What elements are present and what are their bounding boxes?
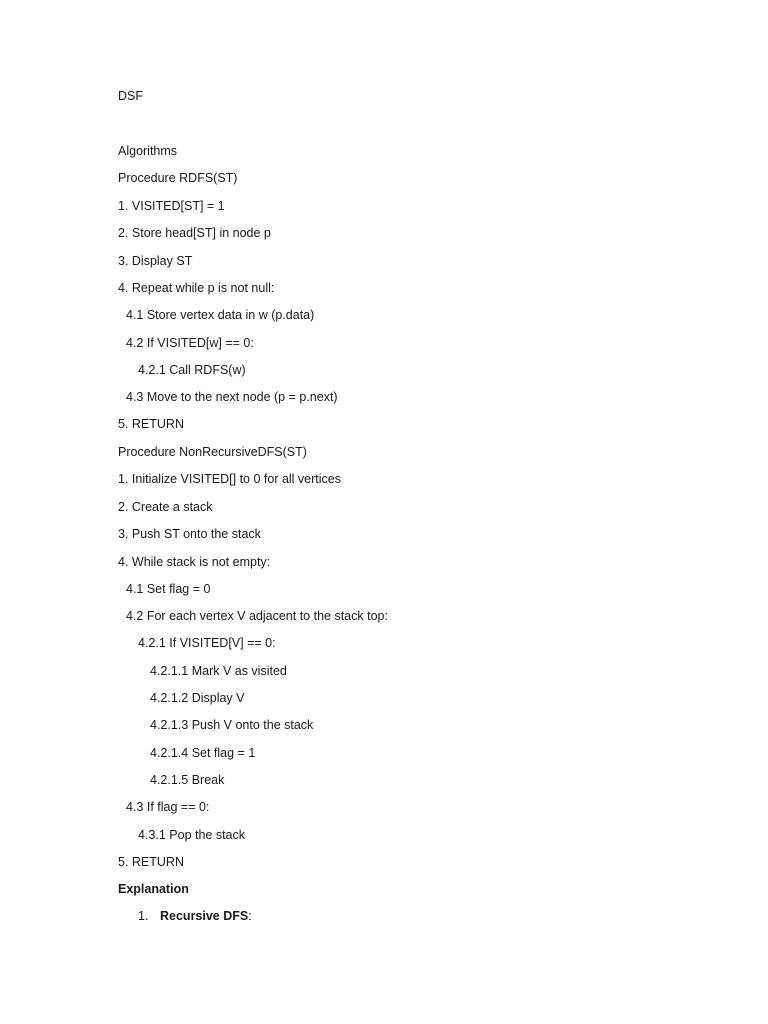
- section-heading-algorithms: Algorithms: [118, 144, 178, 158]
- list-item-suffix: :: [248, 909, 252, 923]
- rdfs-step: 1. VISITED[ST] = 1: [118, 199, 225, 213]
- nrdfs-deep-step: 4.2.1.4 Set flag = 1: [150, 746, 256, 760]
- list-item-label: Recursive DFS: [160, 909, 249, 923]
- nrdfs-deep-step: 4.2.1.5 Break: [150, 773, 225, 787]
- nrdfs-substep: 4.2 For each vertex V adjacent to the stack top:: [126, 609, 388, 623]
- rdfs-step: 3. Display ST: [118, 254, 193, 268]
- explanation-heading: Explanation: [118, 882, 189, 896]
- list-item-number: 1.: [138, 909, 149, 923]
- rdfs-substep: 4.3 Move to the next node (p = p.next): [126, 390, 338, 404]
- nrdfs-deep-step: 4.2.1.2 Display V: [150, 691, 245, 705]
- nrdfs-substep: 4.3 If flag == 0:: [126, 800, 210, 814]
- list-item-text: [160, 908, 252, 924]
- rdfs-step: 2. Store head[ST] in node p: [118, 226, 271, 240]
- nrdfs-step: 2. Create a stack: [118, 500, 213, 514]
- nrdfs-step: 3. Push ST onto the stack: [118, 527, 261, 541]
- nrdfs-subsubstep: 4.2.1 If VISITED[V] == 0:: [138, 636, 276, 650]
- rdfs-subsubstep: 4.2.1 Call RDFS(w): [138, 363, 246, 377]
- nrdfs-step: 1. Initialize VISITED[] to 0 for all vertices: [118, 472, 341, 486]
- rdfs-step: 5. RETURN: [118, 417, 184, 431]
- rdfs-substep: 4.1 Store vertex data in w (p.data): [126, 308, 315, 322]
- rdfs-substep: 4.2 If VISITED[w] == 0:: [126, 336, 254, 350]
- nrdfs-step: 4. While stack is not empty:: [118, 555, 271, 569]
- rdfs-step: 4. Repeat while p is not null:: [118, 281, 275, 295]
- nrdfs-substep: 4.1 Set flag = 0: [126, 582, 211, 596]
- nrdfs-step: 5. RETURN: [118, 855, 184, 869]
- nrdfs-deep-step: 4.2.1.1 Mark V as visited: [150, 664, 287, 678]
- procedure-nonrecursive-header: Procedure NonRecursiveDFS(ST): [118, 445, 307, 459]
- procedure-rdfs-header: Procedure RDFS(ST): [118, 171, 238, 185]
- document-title: DSF: [118, 89, 143, 103]
- nrdfs-subsubstep: 4.3.1 Pop the stack: [138, 828, 246, 842]
- nrdfs-deep-step: 4.2.1.3 Push V onto the stack: [150, 718, 314, 732]
